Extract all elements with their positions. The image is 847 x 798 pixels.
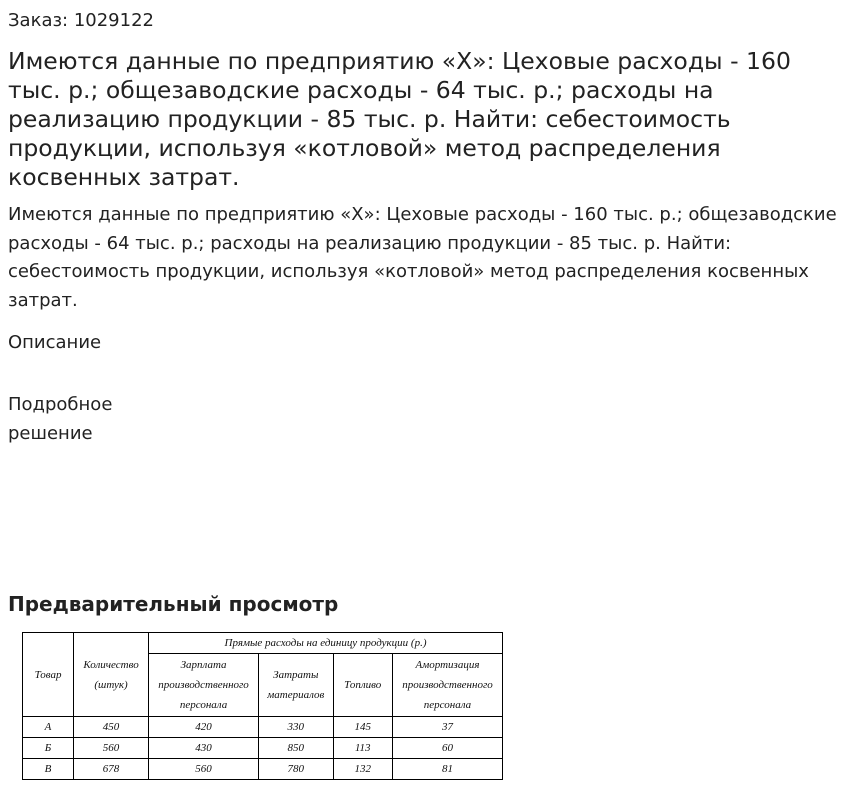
cell-quantity: 450: [74, 717, 149, 738]
preview-title: Предварительный просмотр: [8, 592, 339, 616]
cell-fuel: 132: [333, 759, 392, 780]
cell-amortization: 81: [392, 759, 502, 780]
cell-fuel: 145: [333, 717, 392, 738]
cell-product: А: [23, 717, 74, 738]
cell-quantity: 678: [74, 759, 149, 780]
table-row: [23, 759, 503, 780]
header-amortization: Амортизация производственного персонала: [392, 654, 502, 717]
cell-product: Б: [23, 738, 74, 759]
task-description: Имеются данные по предприятию «Х»: Цеховые расходы - 160 тыс. р.; общезаводские расходы - 64 тыс. р.; расходы на реализацию продукции - 85 тыс. р. Найти: себестоимость продукции, используя «котловой» метод распределения косвенных затрат.: [8, 204, 837, 311]
header-product: Товар: [23, 633, 74, 717]
header-direct-costs: Прямые расходы на единицу продукции (р.): [149, 633, 503, 654]
header-materials: Затраты материалов: [259, 654, 333, 717]
cell-materials: 330: [259, 717, 333, 738]
order-number: Заказ: 1029122: [8, 10, 154, 31]
cell-materials: 780: [259, 759, 333, 780]
preview-table: [22, 632, 503, 780]
cell-product: В: [23, 759, 74, 780]
cell-salary: 420: [149, 717, 259, 738]
header-fuel: Топливо: [333, 654, 392, 717]
table-header-row: [23, 633, 503, 654]
cell-materials: 850: [259, 738, 333, 759]
task-title: Имеются данные по предприятию «Х»: Цеховые расходы - 160 тыс. р.; общезаводские расходы - 64 тыс. р.; расходы на реализацию продукции - 85 тыс. р. Найти: себестоимость продукции, используя «котловой» метод распределения косвенных затрат.: [8, 47, 791, 191]
cell-quantity: 560: [74, 738, 149, 759]
cell-amortization: 37: [392, 717, 502, 738]
cell-salary: 430: [149, 738, 259, 759]
header-quantity: Количество (штук): [74, 633, 149, 717]
table-row: [23, 717, 503, 738]
cell-amortization: 60: [392, 738, 502, 759]
header-salary: Зарплата производственного персонала: [149, 654, 259, 717]
cell-salary: 560: [149, 759, 259, 780]
solution-section-label: Подробное решение: [8, 394, 113, 444]
description-section-label: Описание: [8, 332, 102, 353]
cell-fuel: 113: [333, 738, 392, 759]
table-row: [23, 738, 503, 759]
